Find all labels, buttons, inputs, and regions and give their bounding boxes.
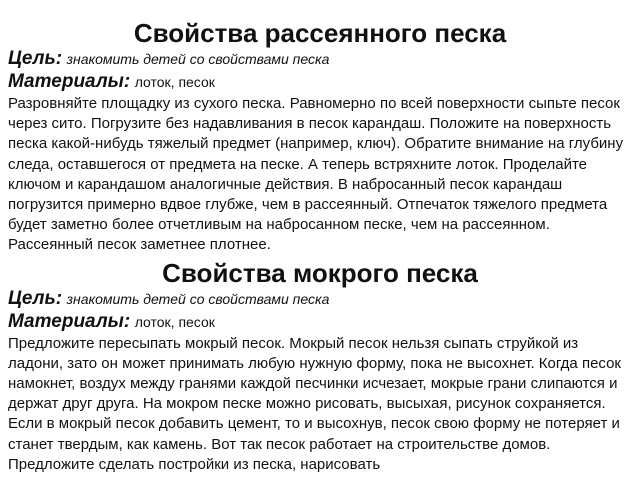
goal-text: знакомить детей со свойствами песка — [66, 290, 330, 307]
section-body-text: Разровняйте площадку из сухого песка. Равномерно по всей поверхности сыпьте песок через сито. Погрузите без надавливания в песок карандаш. Положите на поверхность песка какой-нибудь тяжелый предмет (например, ключ). Обратите внимание на глубину следа, оставшегося от предмета на песке. А теперь встряхните лоток. Проделайте ключом и карандашом аналогичные действия. В набросанный песок карандаш погрузится примерно вдвое глубже, чем в рассеянный. Отпечаток тяжелого предмета будет заметно более отчетливым на набросанном песке, чем на рассеянном. Рассеянный песок заметнее плотнее. — [8, 95, 624, 254]
materials-row — [8, 311, 632, 334]
materials-text: лоток, песок — [134, 313, 215, 330]
section-body-text: Предложите пересыпать мокрый песок. Мокрый песок нельзя сыпать струйкой из ладони, зато он может принимать любую нужную форму, пока не высохнет. Когда песок намокнет, воздух между гранями каждой песчинки исчезает, мокрые грани слипаются и держат друг друга. На мокром песке можно рисовать, высыхая, рисунок сохраняется. Если в мокрый песок добавить цемент, то и высохнув, песок свою форму не потеряет и станет твердым, как камень. Вот так песок работает на строительстве домов. Предложите сделать постройки из песка, нарисовать — [8, 334, 621, 473]
section-scattered-sand — [8, 0, 632, 256]
materials-label: Материалы: — [8, 71, 131, 92]
materials-row — [8, 71, 632, 94]
goal-text: знакомить детей со свойствами песка — [66, 51, 330, 67]
goal-row — [8, 288, 632, 311]
section-wet-sand — [8, 256, 632, 475]
section-title: Свойства рассеянного песка — [133, 18, 507, 48]
goal-label: Цель: — [8, 287, 63, 309]
section-title: Свойства мокрого песка — [162, 257, 478, 288]
materials-label: Материалы: — [8, 310, 131, 332]
goal-row — [8, 48, 632, 71]
goal-label: Цель: — [8, 48, 63, 69]
materials-text: лоток, песок — [134, 74, 215, 90]
